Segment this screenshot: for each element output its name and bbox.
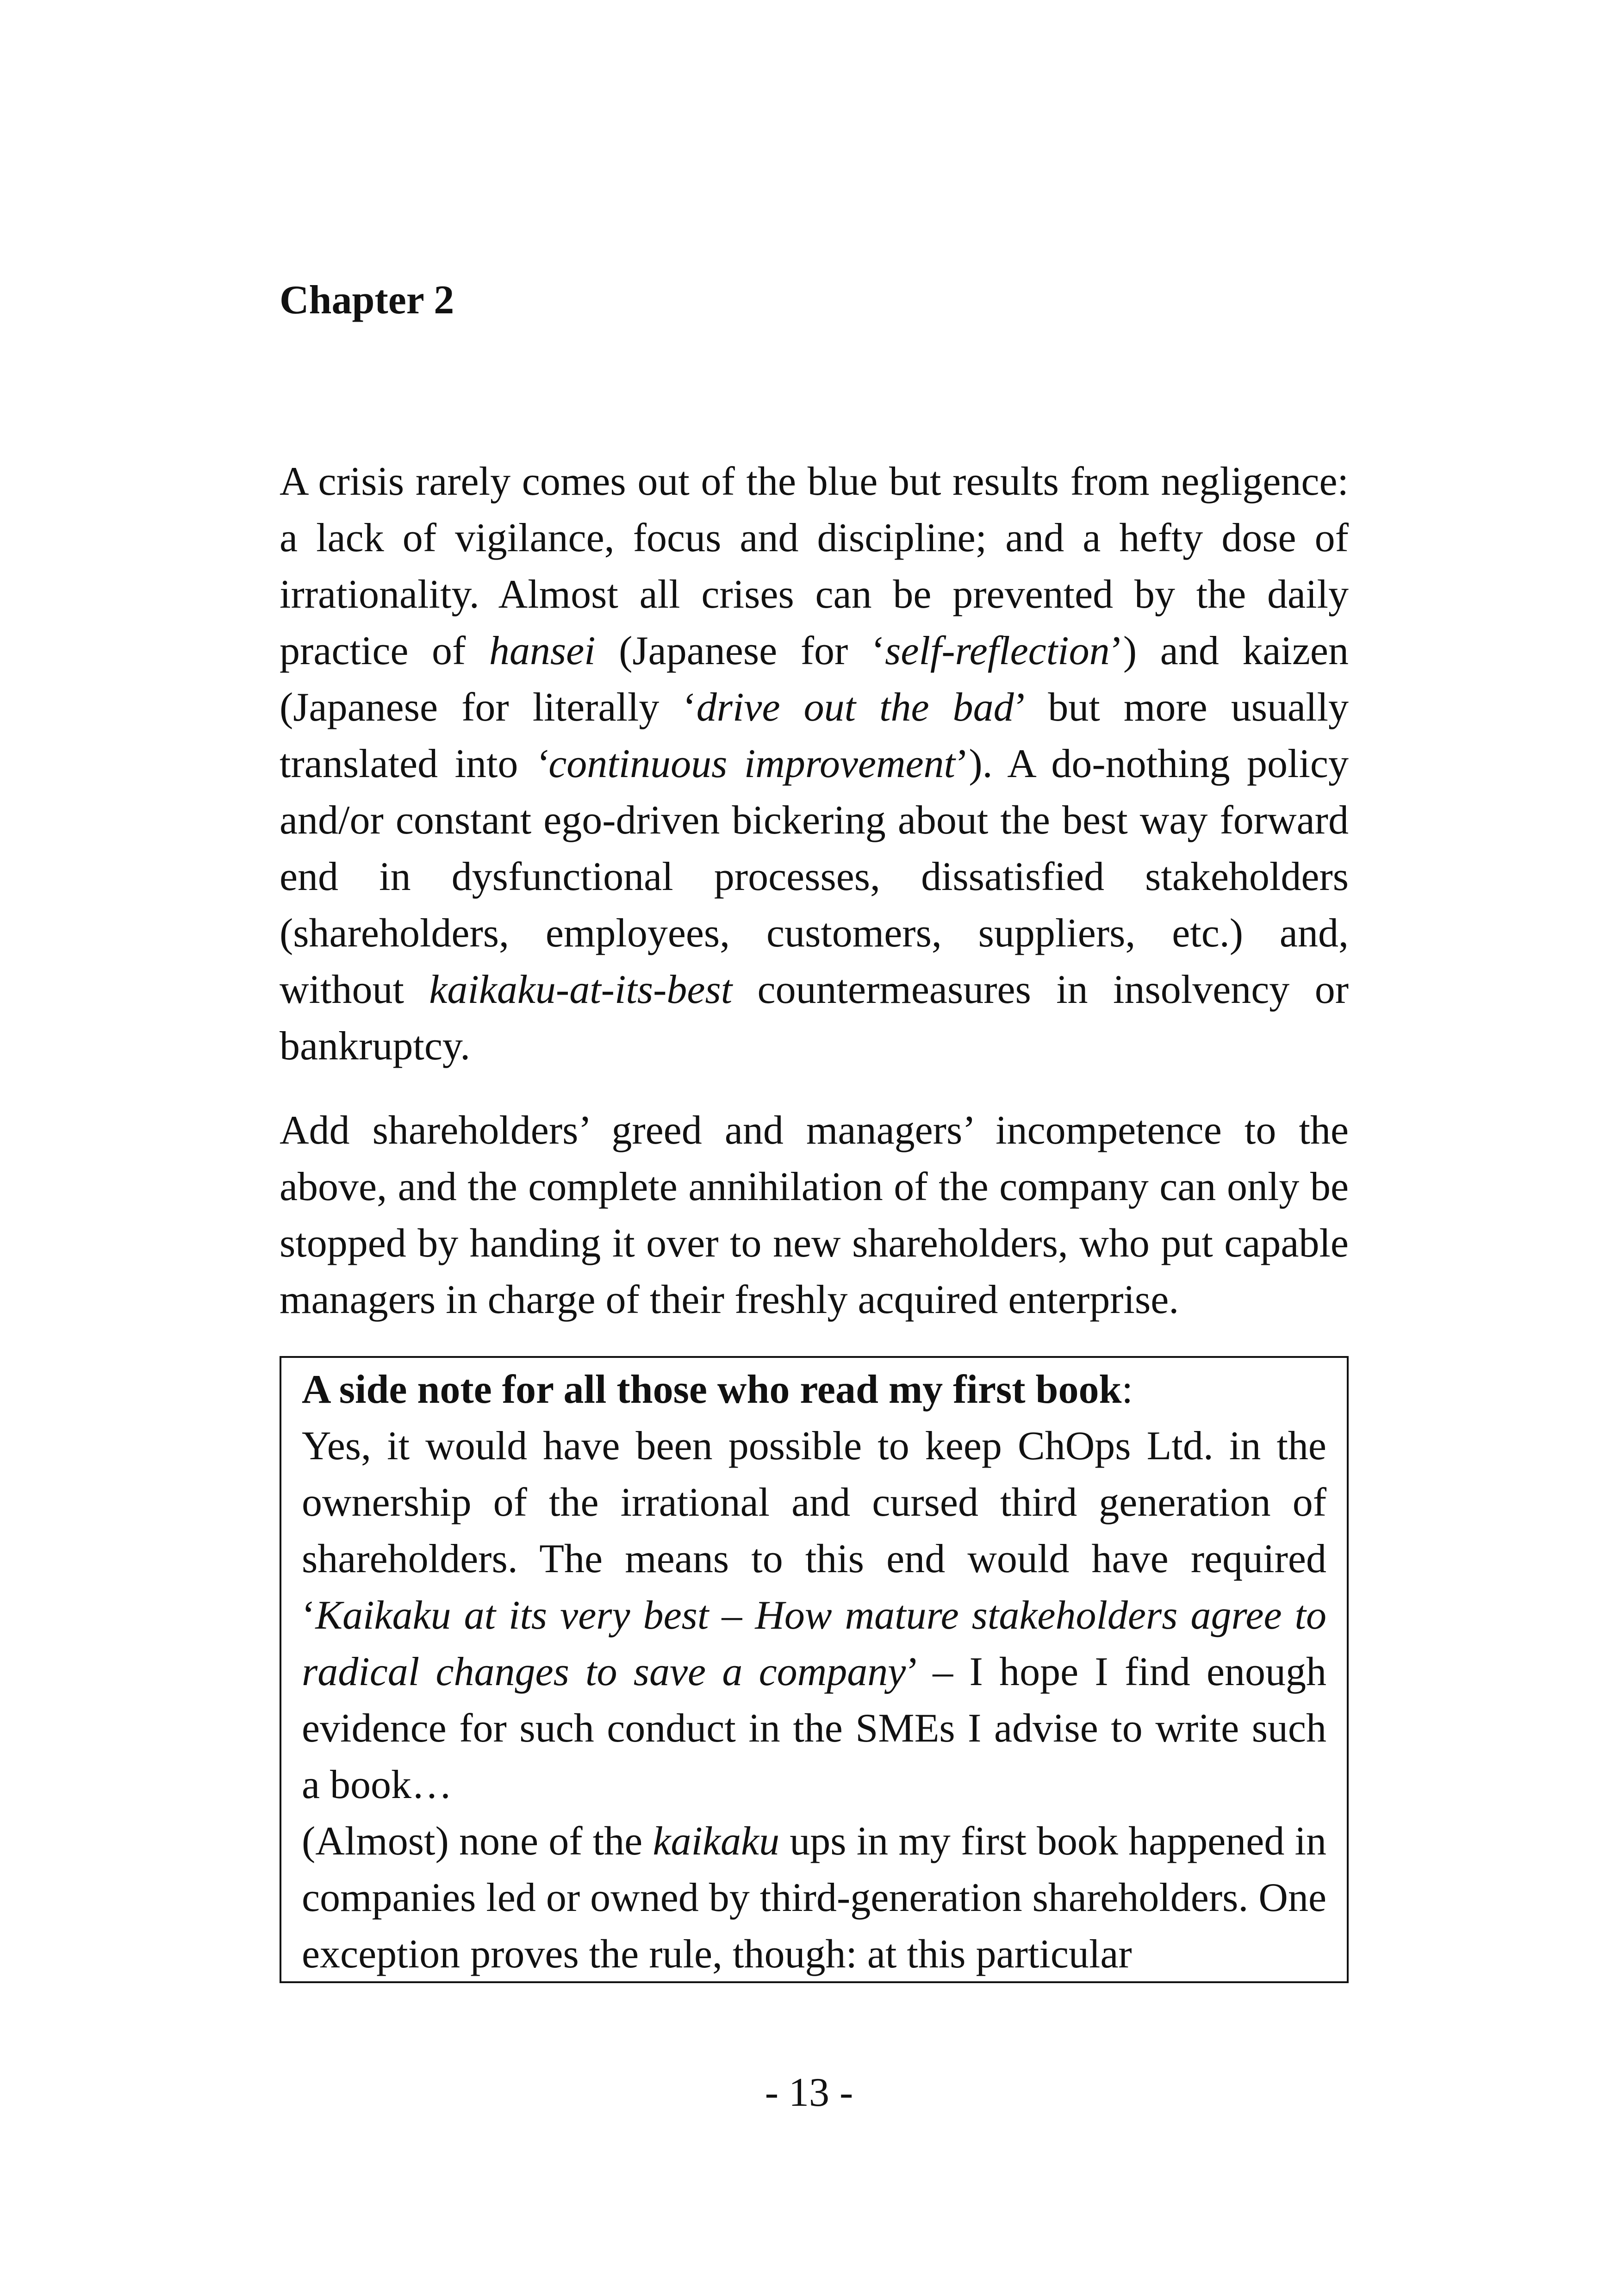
body-paragraph-2: Add shareholders’ greed and managers’ incompetence to the above, and the complete annihilation of the company can only be stopped by handing it over to new shareholders, who put capable managers in charge of their freshly acquired enterprise. [280,1108,1349,1322]
italic-run: kaikaku-at-its-best [429,967,733,1012]
side-note-paragraph-2: (Almost) none of the kaikaku ups in my first book happened in companies led or owned by third-generation shareholders. One exception proves the rule, though: at this particular [302,1819,1326,1977]
side-note-heading-suffix: : [1121,1367,1133,1412]
italic-run: Kaikaku at its very best – How mature stakeholders agree to radical changes to save a company [302,1593,1326,1694]
italic-run: ‘continuous improvement [535,741,956,786]
chapter-title: Chapter 2 [280,278,454,323]
italic-run: self-reflection [885,628,1110,673]
italic-run: kaikaku [653,1819,780,1864]
chapter-body [280,454,1349,1983]
italic-run: hansei [489,628,596,673]
page-number: - 13 - [765,2070,853,2115]
body-paragraph-1: A crisis rarely comes out of the blue but results from negligence: a lack of vigilance, focus and discipline; and a hefty dose of irrationality. Almost all crises can be prevented by the daily practice of hansei (Japanese for ‘self-reflection’) and kaizen (Japanese for literally ‘drive out the bad’ but more usually translated into ‘continuous improvement’). A do-nothing policy and/or constant ego-driven bickering about the best way forward end in dysfunctional processes, dissatisfied stakeholders (shareholders, employees, customers, suppliers, etc.) and, without kaikaku-at-its-best countermeasures in insolvency or bankruptcy. [280,459,1349,1069]
italic-run: drive out the bad [696,685,1014,730]
side-note-heading-line [302,1362,1326,1418]
side-note-box [280,1356,1349,1983]
side-note-paragraph-1: Yes, it would have been possible to keep ChOps Ltd. in the ownership of the irrational and cursed third generation of shareholders. The means to this end would have required ‘Kaikaku at its very best – How mature stakeholders agree to radical changes to save a company’ – I hope I find enough evidence for such conduct in the SMEs I advise to write such a book… [302,1424,1327,1807]
side-note-heading: A side note for all those who read my first book [302,1367,1122,1412]
